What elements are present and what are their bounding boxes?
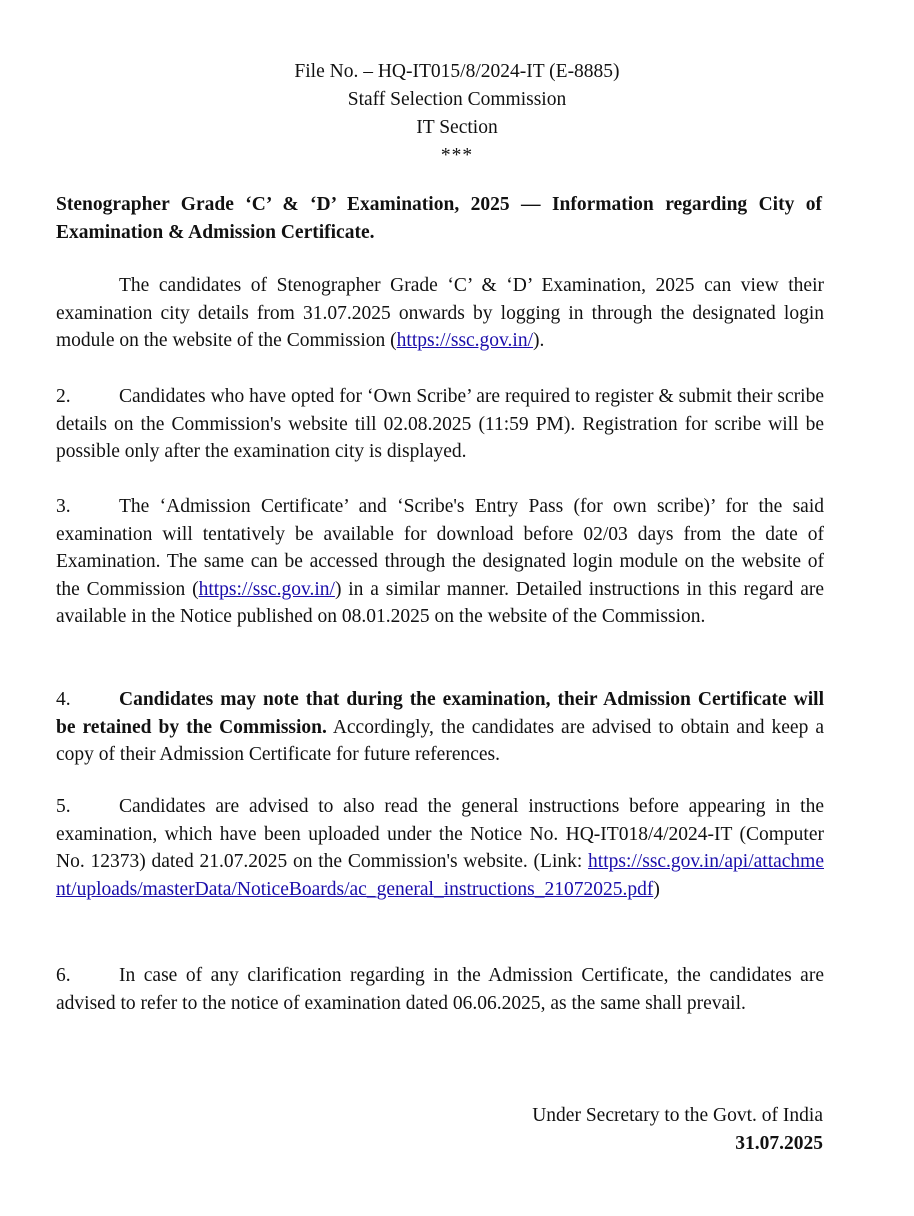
file-number: File No. – HQ-IT015/8/2024-IT (E-8885) bbox=[294, 61, 620, 82]
general-instructions-pdf-link[interactable]: https://ssc.gov.in/api/attachment/uploads/masterData/NoticeBoards/ac_general_instructions_21072025.pdf bbox=[56, 851, 824, 900]
organization-name: Staff Selection Commission bbox=[347, 89, 567, 110]
paragraph-text: In case of any clarification regarding in the Admission Certificate, the candidates are advised to refer to the notice of examination dated 06.06.2025, as the same shall prevail. bbox=[56, 965, 824, 1014]
paragraph-number: 3. bbox=[56, 496, 71, 517]
paragraph-number: 4. bbox=[56, 689, 71, 710]
paragraph-text: ) bbox=[653, 878, 660, 900]
paragraph-text: The candidates of Stenographer Grade ‘C’ & ‘D’ Examination, 2025 can view their examination city details from 31.07.2025 onwards by logging in through the designated login module on the website of the Commission ( bbox=[56, 275, 824, 351]
paragraph-number: 6. bbox=[56, 965, 71, 986]
ssc-website-link[interactable]: https://ssc.gov.in/ bbox=[396, 330, 534, 351]
paragraph-5 bbox=[56, 793, 824, 903]
ssc-website-link[interactable]: https://ssc.gov.in/ bbox=[198, 578, 335, 600]
paragraph-text: Accordingly, the candidates are advised to obtain and keep a copy of their Admission Certificate for future references. bbox=[56, 716, 824, 765]
paragraph-text: Candidates who have opted for ‘Own Scribe’ are required to register & submit their scribe details on the Commission's website till 02.08.2025 (11:59 PM). Registration for scribe will be possible only after the examination city is displayed. bbox=[56, 386, 824, 462]
separator: *** bbox=[440, 145, 474, 166]
paragraph-text: The ‘Admission Certificate’ and ‘Scribe's Entry Pass (for own scribe)’ for the said examination will tentatively be available for download before 02/03 days from the date of Examination. The same can be accessed through the designated login module on the website of the Commission ( bbox=[56, 496, 824, 600]
paragraph-text: ) in a similar manner. Detailed instructions in this regard are available in the Notice published on 08.01.2025 on the website of the Commission. bbox=[56, 578, 824, 627]
paragraph-text: ). bbox=[533, 330, 545, 351]
paragraph-1 bbox=[56, 272, 824, 355]
signatory-designation: Under Secretary to the Govt. of India bbox=[532, 1105, 823, 1126]
section-name: IT Section bbox=[416, 117, 498, 138]
paragraph-number: 5. bbox=[56, 796, 71, 817]
paragraph-bold-text: Candidates may note that during the examination, their Admission Certificate will be retained by the Commission. bbox=[56, 689, 824, 738]
document-header bbox=[0, 58, 914, 170]
paragraph-4 bbox=[56, 686, 824, 769]
paragraph-3 bbox=[56, 493, 824, 631]
notice-subject: Stenographer Grade ‘C’ & ‘D’ Examination, 2025 — Information regarding City of Examination & Admission Certificate. bbox=[56, 194, 822, 243]
signature-date: 31.07.2025 bbox=[735, 1133, 823, 1154]
paragraph-number: 2. bbox=[56, 386, 71, 407]
paragraph-text: Candidates are advised to also read the general instructions before appearing in the examination, which have been uploaded under the Notice No. HQ-IT018/4/2024-IT (Computer No. 12373) dated 21.07.2025 on the Commission's website. (Link: bbox=[56, 796, 824, 872]
paragraph-2 bbox=[56, 383, 824, 466]
paragraph-6 bbox=[56, 962, 824, 1017]
signature-block bbox=[532, 1102, 823, 1158]
